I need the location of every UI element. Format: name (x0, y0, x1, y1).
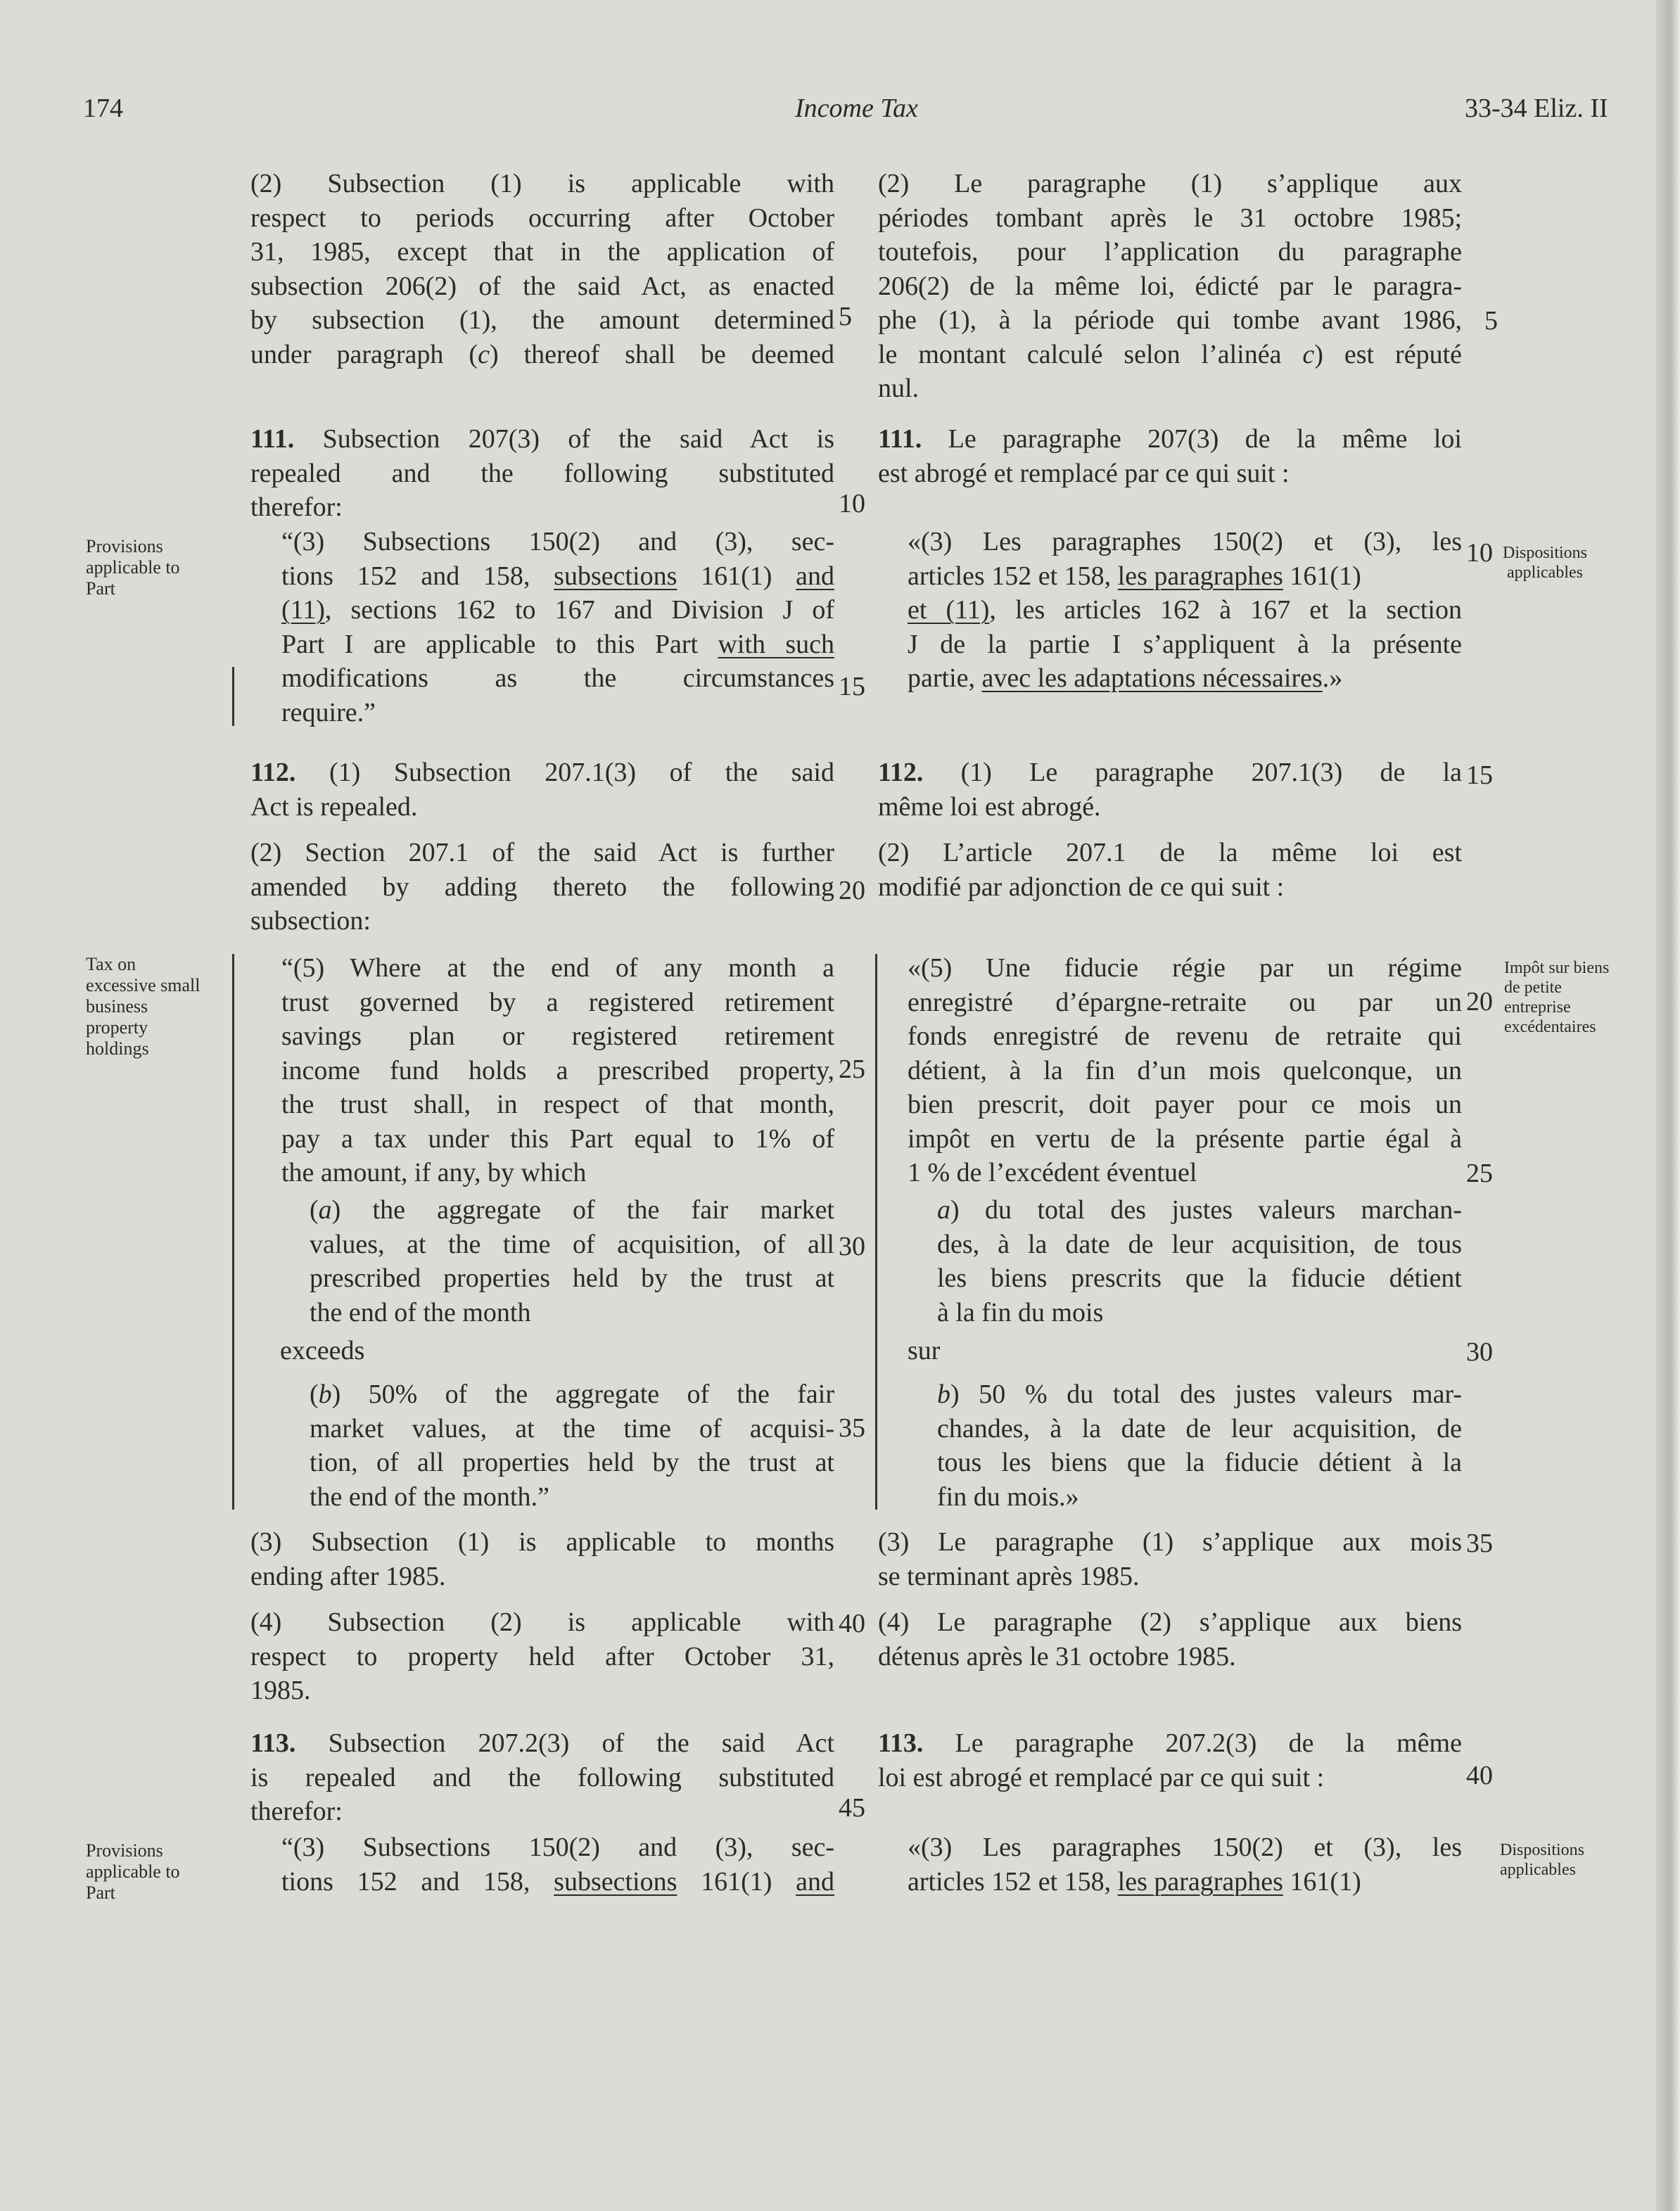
fr-quoted-subsection-3b: «(3) Les paragraphes 150(2) et (3), les articles 152 et 158, les paragraphes 161(1) (908, 1833, 1462, 1897)
en-para-2-amendment: (2) Section 207.1 of the said Act is further amended by adding thereto the following subsection: (250, 838, 834, 936)
en-exceeds: exceeds (280, 1336, 365, 1365)
line-number: 5 (1484, 306, 1498, 336)
en-quoted-subsection-3: “(3) Subsections 150(2) and (3), sec- tions 152 and 158, subsections 161(1) and (11), sections 162 to 167 and Division J of Part I are applicable to this Part with such modifications as the circumstances require.” (281, 527, 834, 727)
line-number: 30 (1466, 1337, 1493, 1367)
page-number: 174 (83, 94, 123, 123)
line-number: 40 (1466, 1761, 1493, 1790)
line-number: 10 (839, 489, 865, 518)
line-number: 25 (839, 1054, 865, 1084)
fr-sur: sur (908, 1336, 941, 1365)
fr-quoted-subsection-3: «(3) Les paragraphes 150(2) et (3), les articles 152 et 158, les paragraphes 161(1) et (11), les articles 162 à 167 et la section J de la partie I s’appliquent à la présente partie, avec les adaptations nécessaires.» (908, 527, 1462, 693)
en-section-112: 112. (1) Subsection 207.1(3) of the said Act is repealed. (250, 758, 834, 822)
page-edge (1656, 0, 1680, 2211)
margin-note-dispositions: Dispositions applicables (1500, 1841, 1585, 1879)
line-number: 20 (839, 876, 865, 905)
fr-para-4-property: (4) Le paragraphe (2) s’applique aux biens détenus après le 31 octobre 1985. (878, 1607, 1462, 1671)
margin-note-dispositions: Dispositions applicables (1503, 544, 1588, 582)
line-number: 15 (839, 672, 865, 701)
en-paragraph-b: (b) 50% of the aggregate of the fair market values, at the time of acquisi- tion, of all properties held by the trust at the end of the month.” (310, 1380, 834, 1512)
en-para-4-property: (4) Subsection (2) is applicable with respect to property held after October 31, 1985. (250, 1607, 834, 1705)
margin-note-impot: Impôt sur biens de petite entreprise excédentaires (1504, 959, 1610, 1036)
line-number: 10 (1466, 538, 1493, 568)
line-number: 30 (839, 1232, 865, 1261)
line-number: 25 (1466, 1159, 1493, 1188)
change-bar (232, 667, 234, 726)
en-quoted-subsection-5: “(5) Where at the end of any month a trust governed by a registered retirement savings plan or registered retirement income fund holds a prescribed property, the trust shall, in respect of that month, pay a tax under this Part equal to 1% of the amount, if any, by which (281, 953, 834, 1187)
line-number: 35 (839, 1413, 865, 1443)
margin-note-tax-on-excessive: Tax on excessive small business property holdings (86, 954, 201, 1059)
margin-note-provisions: Provisions applicable to Part (86, 1840, 180, 1903)
fr-para-3-months: (3) Le paragraphe (1) s’applique aux mois se terminant après 1985. (878, 1527, 1462, 1591)
en-section-111: 111. Subsection 207(3) of the said Act is repealed and the following substituted therefor: (250, 424, 834, 522)
line-number: 15 (1466, 760, 1493, 790)
fr-section-113: 113. Le paragraphe 207.2(3) de la même loi est abrogé et remplacé par ce qui suit : (878, 1728, 1462, 1792)
change-bar (232, 954, 234, 1510)
en-section-113: 113. Subsection 207.2(3) of the said Act is repealed and the following substituted therefor: (250, 1728, 834, 1826)
running-title: Income Tax (795, 94, 918, 123)
margin-note-provisions: Provisions applicable to Part (86, 536, 180, 599)
fr-paragraph-b: b) 50 % du total des justes valeurs mar- chandes, à la date de leur acquisition, de tous les biens que la fiducie détient à la fin du mois.» (937, 1380, 1462, 1512)
en-para-3-months: (3) Subsection (1) is applicable to months ending after 1985. (250, 1527, 834, 1591)
fr-section-112: 112. (1) Le paragraphe 207.1(3) de la même loi est abrogé. (878, 758, 1462, 822)
fr-quoted-subsection-5: «(5) Une fiducie régie par un régime enregistré d’épargne-retraite ou par un fonds enregistré de revenu de retraite qui détient, à la fin d’un mois quelconque, un bien prescrit, doit payer pour ce mois un impôt en vertu de la présente partie égal à 1 % de l’excédent éventuel (908, 953, 1462, 1187)
line-number: 35 (1466, 1529, 1493, 1558)
en-para-2-applicability: (2) Subsection (1) is applicable with respect to periods occurring after October 31, 1985, except that in the application of subsection 206(2) of the said Act, as enacted by subsection (1), the amount determined under paragraph (c) thereof shall be deemed (250, 169, 834, 369)
en-quoted-subsection-3b: “(3) Subsections 150(2) and (3), sec- tions 152 and 158, subsections 161(1) and (281, 1833, 834, 1897)
line-number: 40 (839, 1609, 865, 1638)
line-number: 45 (839, 1793, 865, 1823)
fr-paragraph-a: a) du total des justes valeurs marchan- des, à la date de leur acquisition, de tous les biens prescrits que la fiducie détient à la fin du mois (937, 1195, 1462, 1327)
change-bar (875, 954, 877, 1510)
line-number: 5 (839, 302, 852, 331)
regnal-year: 33-34 Eliz. II (1465, 94, 1608, 123)
english-column (250, 167, 834, 371)
en-paragraph-a: (a) the aggregate of the fair market values, at the time of acquisition, of all prescribed properties held by the trust at the end of the month (310, 1195, 834, 1327)
line-number: 20 (1466, 987, 1493, 1017)
fr-para-2-applicability: (2) Le paragraphe (1) s’applique aux périodes tombant après le 31 octobre 1985; toutefois, pour l’application du paragraphe 206(2) de la même loi, édicté par le paragra- phe (1), à la période qui tombe avant 1986, le montant calculé selon l’alinéa c) est réputé nul. (878, 169, 1463, 403)
fr-section-111: 111. Le paragraphe 207(3) de la même loi est abrogé et remplacé par ce qui suit : (878, 424, 1462, 488)
fr-para-2-amendment: (2) L’article 207.1 de la même loi est modifié par adjonction de ce qui suit : (878, 838, 1462, 902)
